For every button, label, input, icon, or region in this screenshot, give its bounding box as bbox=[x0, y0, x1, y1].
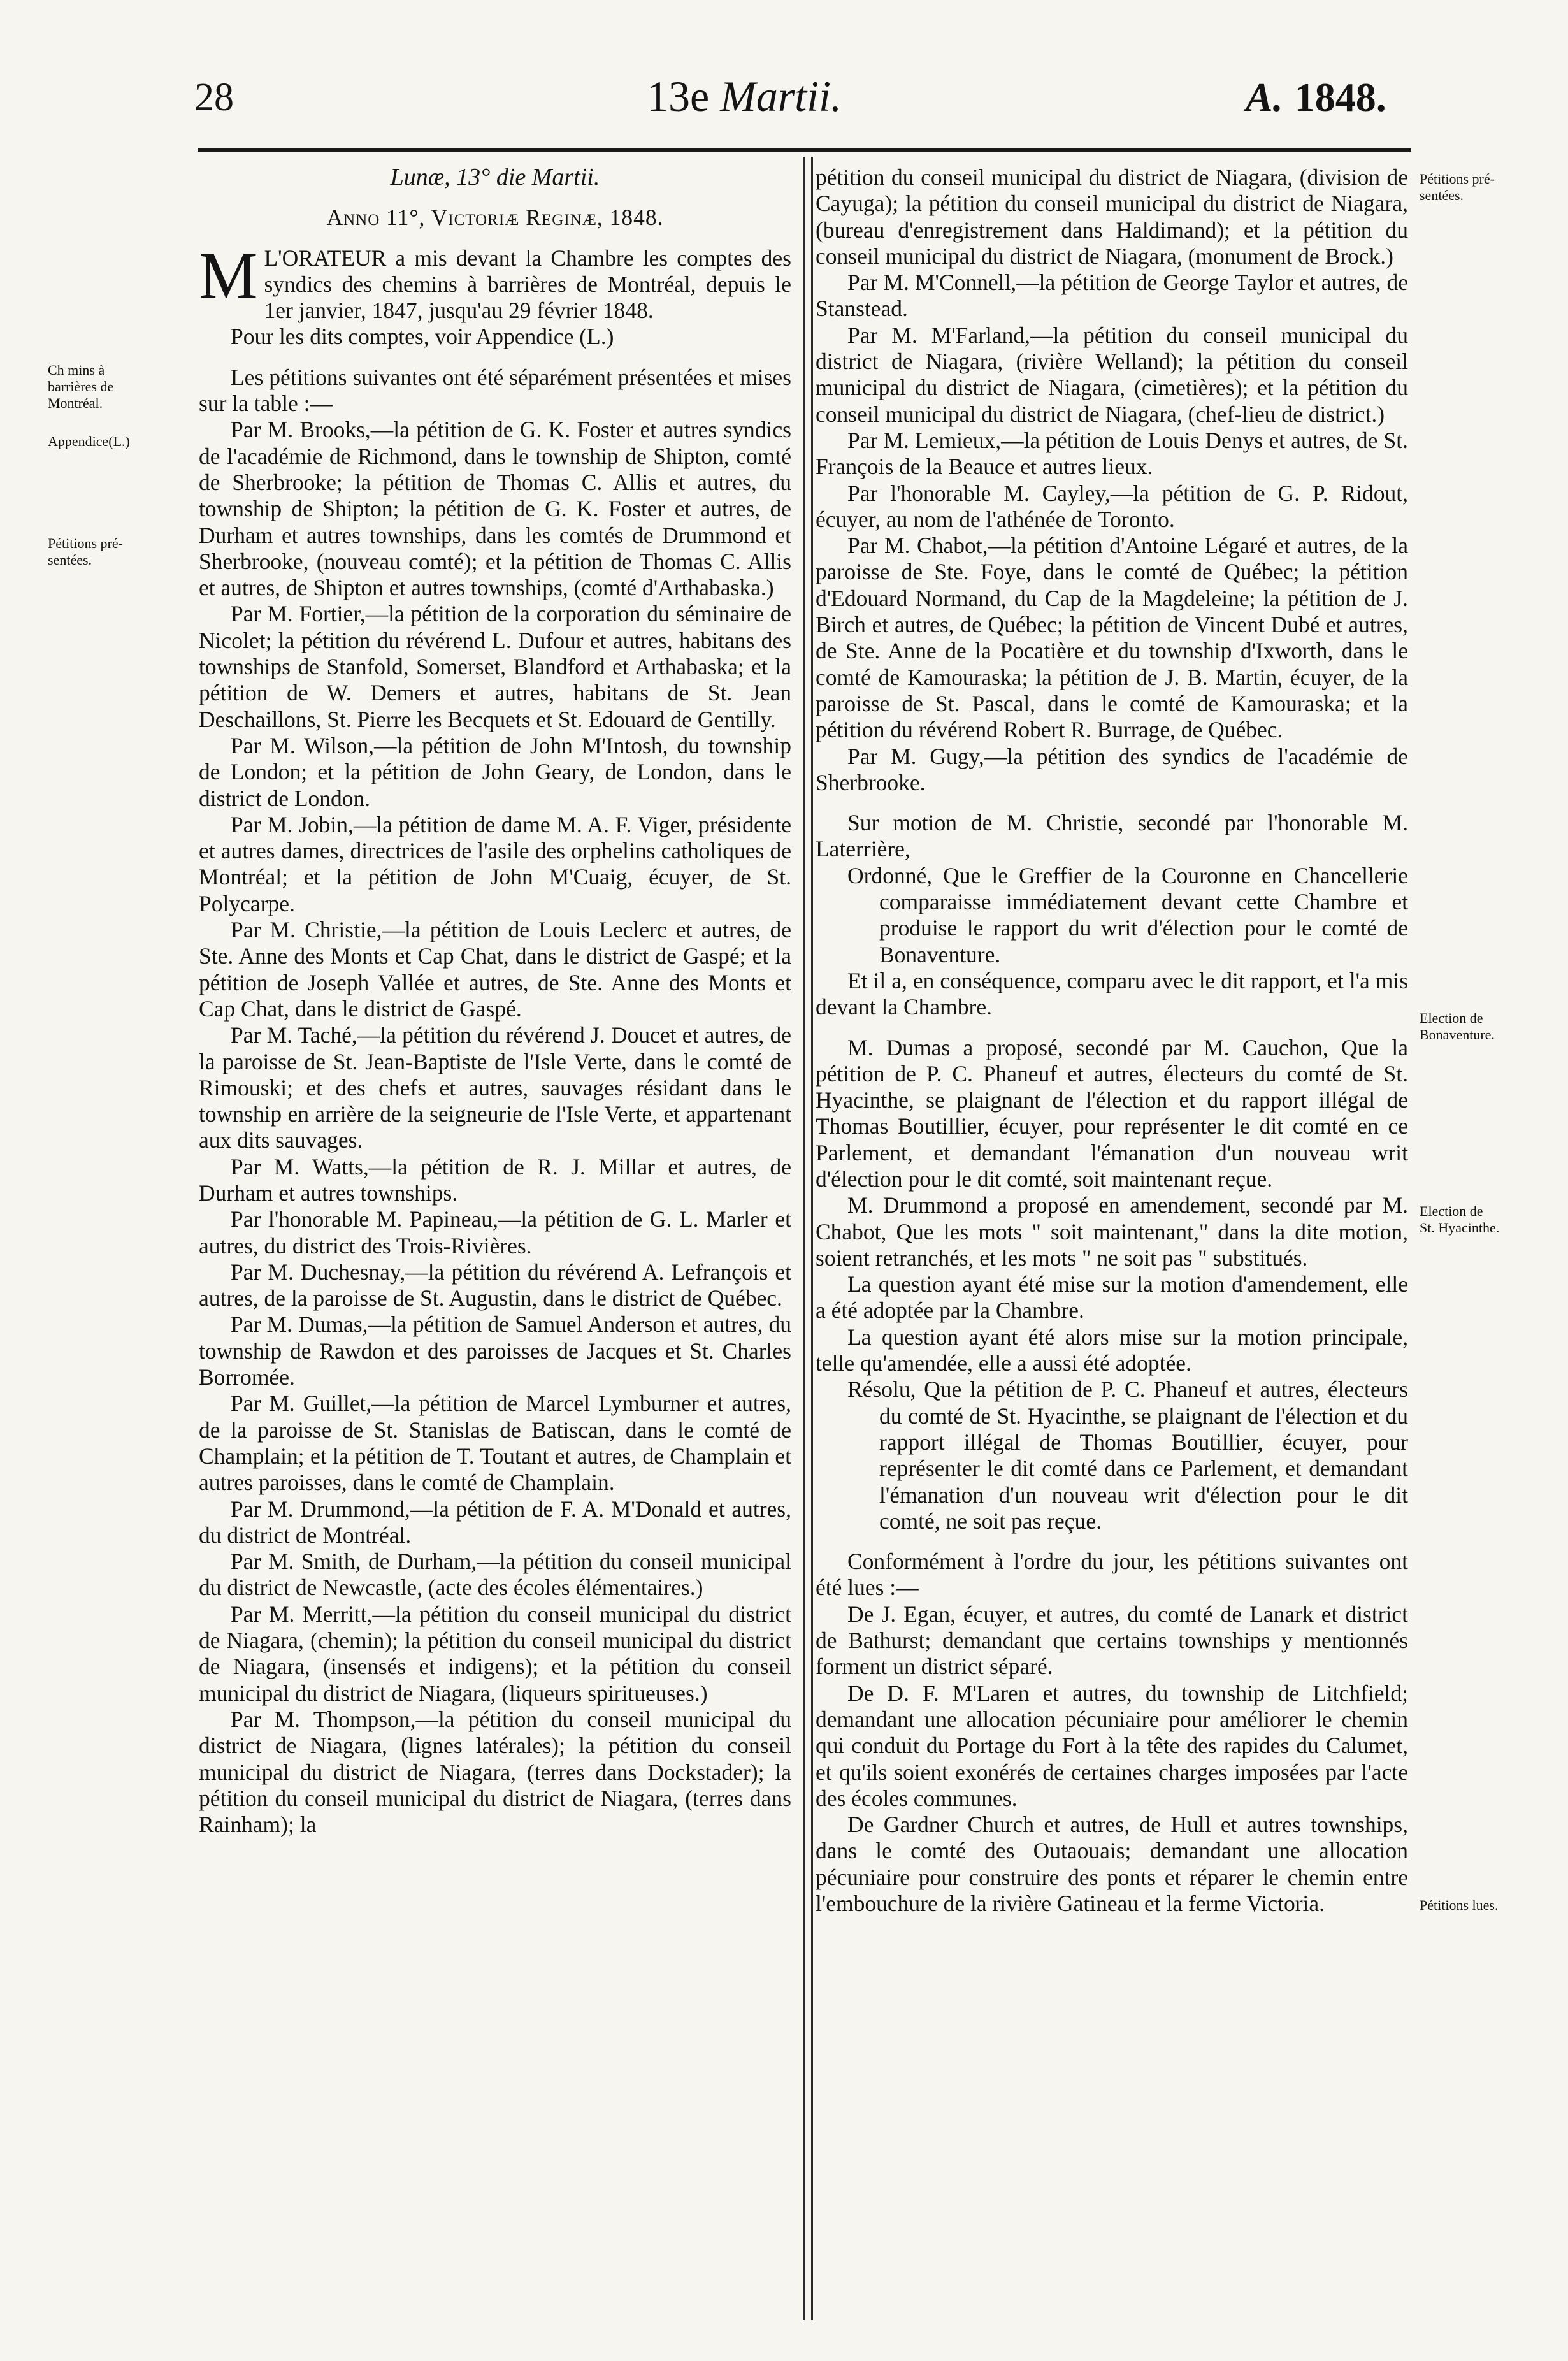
paragraph: De Gardner Church et autres, de Hull et autres townships, dans le comté des Outaouais; demandant une allocation pécuniaire pour construire des ponts et réparer le chemin entre l'embouchure de la rivière Gatineau et la ferme Victoria. bbox=[816, 1812, 1408, 1916]
margin-note-chemins bbox=[48, 362, 156, 412]
margin-note-petitions-presentees-right bbox=[1420, 171, 1566, 204]
margin-line: barrières de bbox=[48, 379, 114, 394]
column-divider bbox=[803, 157, 813, 2320]
paragraph: Résolu, Que la pétition de P. C. Phaneuf et autres, électeurs du comté de St. Hyacinthe, se plaignant de l'élection et du rapport illégal de Thomas Boutillier, écuyer, pour représenter le dit comté dans ce Parlement, et demandant l'émanation d'un nouveau writ d'élection pour le dit comté, ne soit pas reçue. bbox=[847, 1376, 1408, 1534]
session-subtitle: Anno 11°, Victoriæ Reginæ, 1848. bbox=[326, 205, 664, 231]
paragraph: De D. F. M'Laren et autres, du township de Litchfield; demandant une allocation pécuniaire pour améliorer le chemin qui conduit du Portage du Fort à la tête des rapides du Calumet, et qu'ils soient exonérés de certaines charges imposées par l'acte des écoles communes. bbox=[816, 1680, 1408, 1811]
year-prefix: A. bbox=[1246, 75, 1283, 120]
year-value: 1848. bbox=[1294, 75, 1386, 120]
margin-line: Appendice(L.) bbox=[48, 433, 130, 449]
paragraph: Les pétitions suivantes ont été séparément présentées et mises sur la table :— bbox=[199, 364, 791, 417]
paragraph: Sur motion de M. Christie, secondé par l'honorable M. Laterrière, bbox=[816, 810, 1408, 862]
paragraph bbox=[199, 238, 791, 324]
paragraph: Par M. Watts,—la pétition de R. J. Millar et autres, de Durham et autres townships. bbox=[199, 1153, 791, 1206]
paragraph: Par M. Brooks,—la pétition de G. K. Foster et autres syndics de l'académie de Richmond, dans le township de Shipton, comté de Sherbrooke; la pétition de Thomas C. Allis et autres, du township de Shipton; la pétition de G. K. Foster et autres, de Durham et autres townships, dans les comtés de Drummond et Sherbrooke, (nouveau comté); et la pétition de Thomas C. Allis et autres, de Shipton et autres townships, (comté d'Arthabaska.) bbox=[199, 417, 791, 601]
paragraph: Par M. Chabot,—la pétition d'Antoine Légaré et autres, de la paroisse de Ste. Foye, dans le comté de Québec; la pétition d'Edouard Normand, du Cap de la Magdeleine; la pétition de J. Birch et autres, de Québec; la pétition de Vincent Dubé et autres, de Ste. Anne de la Pocatière et du township d'Ixworth, dans le comté de Kamouraska; la pétition de J. B. Martin, écuyer, de la paroisse de St. Pascal, dans le comté de Kamouraska; et la pétition du révérend Robert R. Burrage, de Québec. bbox=[816, 533, 1408, 743]
margin-note-petitions-presentees bbox=[48, 535, 156, 568]
paragraph: La question ayant été mise sur la motion d'amendement, elle a été adoptée par la Chambre. bbox=[816, 1271, 1408, 1324]
margin-line: Ch mins à bbox=[48, 362, 105, 378]
margin-note-st-hyacinthe bbox=[1420, 1203, 1566, 1236]
margin-line: Pétitions lues. bbox=[1420, 1897, 1499, 1913]
paragraph: Par M. Taché,—la pétition du révérend J. Doucet et autres, de la paroisse de St. Jean-Baptiste de l'Isle Verte, dans le comté de Rimouski; et des chefs et autres, sauvages résidant dans le township en arrière de la seigneurie de l'Isle Verte, et appartenant aux dits sauvages. bbox=[199, 1022, 791, 1153]
paragraph: Et il a, en conséquence, comparu avec le dit rapport, et l'a mis devant la Chambre. bbox=[816, 967, 1408, 1020]
right-column bbox=[816, 164, 1408, 1917]
paragraph: Par M. M'Connell,—la pétition de George Taylor et autres, de Stanstead. bbox=[816, 270, 1408, 322]
paragraph: Par M. M'Farland,—la pétition du conseil municipal du district de Niagara, (rivière Welland); la pétition du conseil municipal du district de Niagara, (cimetières); et la pétition du conseil municipal du district de Niagara, (chef-lieu de district.) bbox=[816, 322, 1408, 427]
date-month: Martii. bbox=[720, 72, 842, 120]
margin-line: Montréal. bbox=[48, 395, 103, 411]
paragraph: Par M. Merritt,—la pétition du conseil municipal du district de Niagara, (chemin); la pétition du conseil municipal du district de Niagara, (insensés et indigens); et la pétition du conseil municipal du district de Niagara, (liqueurs spiritueuses.) bbox=[199, 1601, 791, 1706]
margin-line: Pétitions pré- bbox=[48, 535, 123, 551]
margin-note-bonaventure bbox=[1420, 1010, 1566, 1043]
paragraph: M. Dumas a proposé, secondé par M. Cauchon, Que la pétition de P. C. Phaneuf et autres, électeurs du comté de St. Hyacinthe, se plaignant de l'élection et du rapport illégal de Thomas Boutillier, écuyer, pour représenter le dit comté en ce Parlement, et demandant l'émanation d'un nouveau writ d'élection pour le dit comté, soit maintenant reçue. bbox=[816, 1034, 1408, 1192]
page-date bbox=[647, 71, 842, 122]
paragraph: Pour les dits comptes, voir Appendice (L.) bbox=[231, 324, 614, 350]
paragraph: Par M. Gugy,—la pétition des syndics de l'académie de Sherbrooke. bbox=[816, 743, 1408, 795]
margin-line: Election de bbox=[1420, 1010, 1483, 1026]
paragraph: Ordonné, Que le Greffier de la Couronne en Chancellerie comparaisse immédiatement devant cette Chambre et produise le rapport du writ d'élection pour le comté de Bonaventure. bbox=[847, 862, 1408, 967]
paragraph: La question ayant été alors mise sur la motion principale, telle qu'amendée, elle a aussi été adoptée. bbox=[816, 1324, 1408, 1376]
paragraph: Par M. Smith, de Durham,—la pétition du conseil municipal du district de Newcastle, (acte des écoles élémentaires.) bbox=[199, 1549, 791, 1601]
paragraph: Par M. Duchesnay,—la pétition du révérend A. Lefrançois et autres, de la paroisse de St. Augustin, dans le district de Québec. bbox=[199, 1259, 791, 1311]
margin-line: Election de bbox=[1420, 1203, 1483, 1219]
margin-line: sentées. bbox=[1420, 187, 1464, 203]
margin-line: Bonaventure. bbox=[1420, 1027, 1495, 1043]
paragraph: Par M. Guillet,—la pétition de Marcel Lymburner et autres, de la paroisse de St. Stanislas de Batiscan, dans le comté de Champlain; et la pétition de T. Toutant et autres, de Champlain et autres paroisses, dans le comté de Champlain. bbox=[199, 1390, 791, 1496]
paragraph: Par M. Drummond,—la pétition de F. A. M'Donald et autres, du district de Montréal. bbox=[199, 1496, 791, 1548]
header-rule bbox=[198, 148, 1411, 152]
paragraph: M. Drummond a proposé en amendement, secondé par M. Chabot, Que les mots " soit maintenant," dans la dite motion, soient retranchés, et les mots " ne soit pas " substitués. bbox=[816, 1192, 1408, 1271]
paragraph: Par M. Wilson,—la pétition de John M'Intosh, du township de London; et la pétition de John Geary, de London, dans le district de London. bbox=[199, 732, 791, 811]
session-title: Lunæ, 13° die Martii. bbox=[390, 164, 600, 191]
margin-line: sentées. bbox=[48, 552, 92, 568]
margin-line: Pétitions pré- bbox=[1420, 171, 1495, 187]
date-day: 13e bbox=[647, 72, 710, 120]
paragraph-text: L'ORATEUR a mis devant la Chambre les comptes des syndics des chemins à barrières de Montréal, depuis le 1er janvier, 1847, jusqu'au 29 février 1848. bbox=[264, 245, 791, 324]
page-number: 28 bbox=[194, 76, 234, 119]
paragraph: Par l'honorable M. Papineau,—la pétition de G. L. Marler et autres, du district des Trois-Rivières. bbox=[199, 1206, 791, 1259]
paragraph: Par M. Thompson,—la pétition du conseil municipal du district de Niagara, (lignes latérales); la pétition du conseil municipal du district de Niagara, (terres dans Dockstader); la pétition du conseil municipal du district de Niagara, (terres dans Rainham); la bbox=[199, 1706, 791, 1838]
paragraph: Par M. Jobin,—la pétition de dame M. A. F. Viger, présidente et autres dames, directrices de l'asile des orphelins catholiques de Montréal; et la pétition de John M'Cuaig, écuyer, de St. Polycarpe. bbox=[199, 811, 791, 916]
paragraph: Par M. Fortier,—la pétition de la corporation du séminaire de Nicolet; la pétition du révérend L. Dufour et autres, habitans des townships de Stanfold, Somerset, Blandford et Arthabaska; et la pétition de W. Demers et autres, habitans de St. Jean Deschaillons, St. Pierre les Becquets et St. Edouard de Gentilly. bbox=[199, 601, 791, 732]
margin-line: St. Hyacinthe. bbox=[1420, 1220, 1500, 1236]
drop-cap: M bbox=[199, 238, 258, 312]
left-column bbox=[199, 164, 791, 1838]
paragraph: Conformément à l'ordre du jour, les pétitions suivantes ont été lues :— bbox=[816, 1549, 1408, 1601]
paragraph: pétition du conseil municipal du district de Niagara, (division de Cayuga); la pétition du conseil municipal du district de Niagara, (bureau d'enregistrement dans Haldimand); et la pétition du conseil municipal du district de Niagara, (monument de Brock.) bbox=[816, 164, 1408, 269]
paragraph: Par M. Dumas,—la pétition de Samuel Anderson et autres, du township de Rawdon et des paroisses de Jacques et St. Charles Borromée. bbox=[199, 1311, 791, 1390]
margin-note-petitions-lues bbox=[1420, 1897, 1566, 1914]
paragraph: Par M. Lemieux,—la pétition de Louis Denys et autres, de St. François de la Beauce et autres lieux. bbox=[816, 427, 1408, 480]
paragraph: Par M. Christie,—la pétition de Louis Leclerc et autres, de Ste. Anne des Monts et Cap Chat, dans le district de Gaspé; et la pétition de Joseph Vallée et autres, de Ste. Anne des Monts et Cap Chat, dans le district de Gaspé. bbox=[199, 917, 791, 1022]
paragraph: De J. Egan, écuyer, et autres, du comté de Lanark et district de Bathurst; demandant que certains townships y mentionnés forment un district séparé. bbox=[816, 1601, 1408, 1680]
page-year bbox=[1246, 74, 1386, 121]
paragraph: Par l'honorable M. Cayley,—la pétition de G. P. Ridout, écuyer, au nom de l'athénée de Toronto. bbox=[816, 480, 1408, 532]
margin-note-appendice bbox=[48, 433, 156, 450]
